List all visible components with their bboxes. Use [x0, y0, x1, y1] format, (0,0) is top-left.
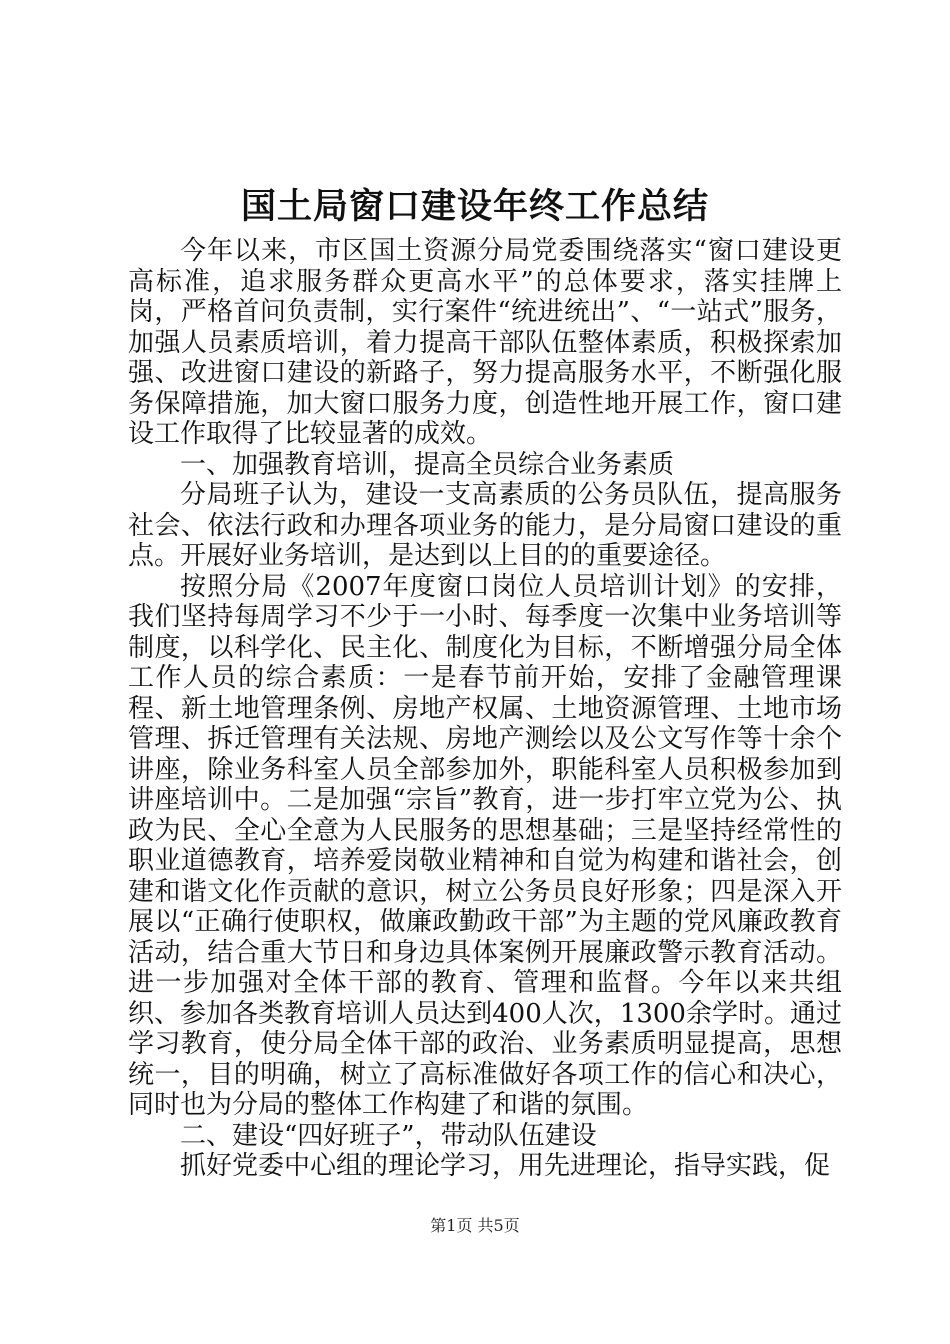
document-title: 国土局窗口建设年终工作总结: [240, 186, 709, 227]
body-paragraph: 分局班子认为，建设一支高素质的公务员队伍，提高服务社会、依法行政和办理各项业务的能力，是分局窗口建设的重点。开展好业务培训，是达到以上目的的重要途径。: [128, 480, 842, 571]
body-paragraph: 今年以来，市区国土资源分局党委围绕落实“窗口建设更高标准，追求服务群众更高水平”的总体要求，落实挂牌上岗，严格首问负责制，实行案件“统进统出”、“一站式”服务，加强人员素质培训，着力提高干部队伍整体素质，积极探索加强、改进窗口建设的新路子，努力提高服务水平，不断强化服务保障措施，加大窗口服务力度，创造性地开展工作，窗口建设工作取得了比较显著的成效。: [128, 236, 842, 449]
section-heading: 一、加强教育培训，提高全员综合业务素质: [180, 449, 675, 480]
document-body: [128, 236, 842, 1182]
body-paragraph: 按照分局《2007年度窗口岗位人员培训计划》的安排，我们坚持每周学习不少于一小时、每季度一次集中业务培训等制度，以科学化、民主化、制度化为目标，不断增强分局全体工作人员的综合素质：一是春节前开始，安排了金融管理课程、新土地管理条例、房地产权属、土地资源管理、土地市场管理、拆迁管理有关法规、房地产测绘以及公文写作等十余个讲座，除业务科室人员全部参加外，职能科室人员积极参加到讲座培训中。二是加强“宗旨”教育，进一步打牢立党为公、执政为民、全心全意为人民服务的思想基础；三是坚持经常性的职业道德教育，培养爱岗敬业精神和自觉为构建和谐社会，创建和谐文化作贡献的意识，树立公务员良好形象；四是深入开展以“正确行使职权，做廉政勤政干部”为主题的党风廉政教育活动，结合重大节日和身边具体案例开展廉政警示教育活动。进一步加强对全体干部的教育、管理和监督。今年以来共组织、参加各类教育培训人员达到400人次，1300余学时。通过学习教育，使分局全体干部的政治、业务素质明显提高，思想统一，目的明确，树立了高标准做好各项工作的信心和决心，同时也为分局的整体工作构建了和谐的氛围。: [128, 571, 842, 1120]
page-number-footer: 第1页 共5页: [430, 1216, 520, 1235]
section-heading: 二、建设“四好班子”，带动队伍建设: [180, 1120, 597, 1151]
body-paragraph: 抓好党委中心组的理论学习，用先进理论，指导实践，促: [180, 1151, 831, 1181]
